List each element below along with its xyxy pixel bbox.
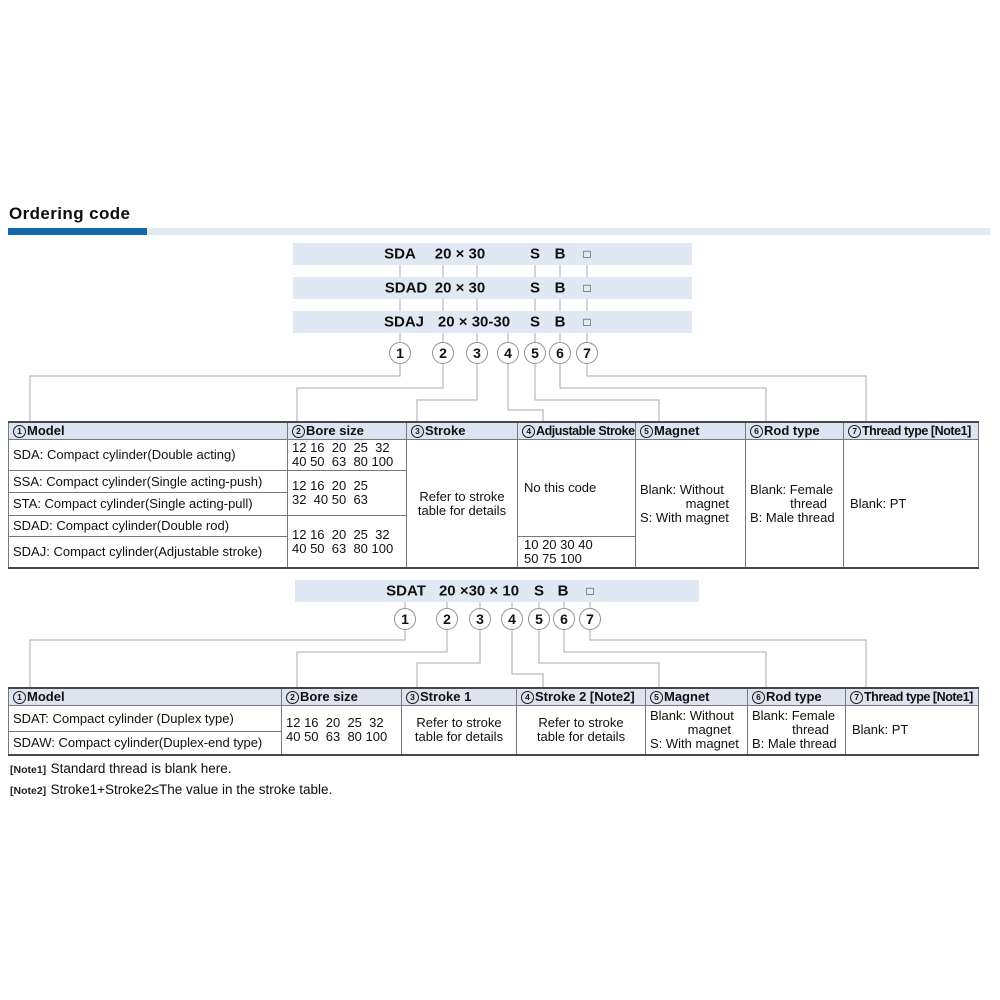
position2-circle-2: [436, 608, 458, 630]
bore-cell-ssa-sta: [288, 471, 407, 516]
circled-number-icon: 6: [750, 425, 763, 438]
stroke-line: table for details: [417, 502, 507, 518]
circle-digit: 1: [401, 611, 409, 627]
circle-digit: 2: [443, 611, 451, 627]
stroke-line: Refer to stroke: [538, 714, 624, 730]
rod-type-cell: [748, 706, 846, 755]
code-segment-rod: B: [554, 245, 566, 263]
header-bore-size: [282, 688, 402, 706]
header-label: Thread type [Note1]: [862, 424, 971, 438]
magnet-line: magnet: [685, 495, 729, 511]
circled-number-icon: 5: [640, 425, 653, 438]
table-row: [9, 706, 979, 732]
circle-digit: 5: [531, 345, 539, 361]
header-model: [9, 422, 288, 440]
code-segment-model: SDAT: [386, 582, 426, 600]
table-row: [9, 440, 979, 471]
code-segment-bore-stroke: 20 × 30: [434, 245, 486, 263]
position-circle-7: [576, 342, 598, 364]
header-stroke: [407, 422, 518, 440]
header-stroke-1: [402, 688, 517, 706]
code-bar-sdad: [293, 277, 692, 299]
ordering-table-2: [8, 687, 979, 756]
header-label: Thread type [Note1]: [864, 690, 973, 704]
ordering-table-1: [8, 421, 979, 569]
circle-digit: 4: [504, 345, 512, 361]
model-cell-sda: SDA: Compact cylinder(Double acting): [9, 440, 288, 471]
note-1: [10, 760, 232, 778]
code-segment-model: SDAD: [384, 279, 428, 297]
circled-number-icon: 6: [752, 691, 765, 704]
stub-lines-gap3: [400, 333, 587, 342]
note-text: Stroke1+Stroke2≤The value in the stroke table.: [50, 782, 333, 797]
stroke2-cell: [517, 706, 646, 755]
circled-number-icon: 2: [292, 425, 305, 438]
circle-digit: 4: [508, 611, 516, 627]
adjustable-stroke-values-cell: [518, 537, 636, 569]
code-segment-magnet: S: [529, 279, 541, 297]
fan2-line-7: [590, 630, 866, 687]
stroke-cell: [407, 440, 518, 569]
position-circle-4: [497, 342, 519, 364]
bore-cell-sda: [288, 440, 407, 471]
position-circle-2: [432, 342, 454, 364]
code-segment-magnet: S: [529, 245, 541, 263]
header-label: Magnet: [654, 423, 700, 438]
rod-line: Blank: Female: [752, 707, 836, 723]
magnet-line: Blank: Without: [640, 481, 724, 497]
header-stroke-2: [517, 688, 646, 706]
circled-number-icon: 2: [286, 691, 299, 704]
rod-line: thread: [792, 721, 829, 737]
position-circle-3: [466, 342, 488, 364]
position2-circle-1: [394, 608, 416, 630]
code-segment-rod: B: [554, 313, 566, 331]
code-segment-model: SDAJ: [383, 313, 425, 331]
magnet-cell: [636, 440, 746, 569]
circle-digit: 6: [560, 611, 568, 627]
header-magnet: [646, 688, 748, 706]
circle-digit: 3: [473, 345, 481, 361]
code-bar-sdat: [295, 580, 699, 602]
circled-number-icon: 7: [850, 691, 863, 704]
code-segment-magnet: S: [533, 582, 545, 600]
fan2-line-6: [564, 630, 766, 687]
position2-circle-5: [528, 608, 550, 630]
position-circle-1: [389, 342, 411, 364]
rod-line: thread: [790, 495, 827, 511]
circled-number-icon: 7: [848, 425, 861, 438]
circled-number-icon: 4: [521, 691, 534, 704]
header-label: Adjustable Stroke: [536, 424, 635, 438]
model-cell-sdad: SDAD: Compact cylinder(Double rod): [9, 516, 288, 537]
stub-lines-gap1: [400, 265, 587, 277]
header-label: Stroke: [425, 423, 466, 438]
header-magnet: [636, 422, 746, 440]
header-thread-type: [846, 688, 979, 706]
model-cell-sta: STA: Compact cylinder(Single acting-pull): [9, 493, 288, 516]
fan-line-2: [297, 364, 443, 421]
bore-line: 40 50 63 80 100: [292, 540, 394, 556]
circled-number-icon: 4: [522, 425, 535, 438]
adjustable-values-line: 50 75 100: [524, 551, 582, 566]
code-segment-thread-box: □: [583, 247, 591, 261]
adjustable-values-line: 10 20 30 40: [524, 537, 593, 552]
circled-number-icon: 3: [411, 425, 424, 438]
code-segment-rod: B: [554, 279, 566, 297]
header-rod-type: [746, 422, 844, 440]
magnet-line: magnet: [687, 721, 731, 737]
fan-line-1: [30, 364, 400, 421]
position-circle-5: [524, 342, 546, 364]
rod-line: B: Male thread: [750, 509, 835, 525]
header-thread-type: [844, 422, 979, 440]
code-segment-model: SDA: [384, 245, 416, 263]
magnet-cell: [646, 706, 748, 755]
code-segment-thread-box: □: [586, 584, 594, 598]
fan2-line-1: [30, 630, 405, 687]
circled-number-icon: 5: [650, 691, 663, 704]
bore-line: 32 40 50 63: [292, 492, 368, 507]
magnet-line: S: With magnet: [650, 735, 739, 751]
bore-cell-sdad-sdaj: [288, 516, 407, 569]
header-model: [9, 688, 282, 706]
header-label: Stroke 1: [420, 689, 472, 704]
circle-digit: 2: [439, 345, 447, 361]
fan2-line-5: [539, 630, 659, 687]
code-segment-bore-stroke: 20 × 30-30: [437, 313, 511, 331]
title-rule: [8, 228, 990, 235]
code-segment-bore-stroke: 20 ×30 × 10: [438, 582, 520, 600]
fan-line-4: [508, 364, 543, 421]
circled-number-icon: 3: [406, 691, 419, 704]
note-tag: [Note2]: [10, 785, 47, 797]
header-label: Magnet: [664, 689, 710, 704]
bore-line: 12 16 20 25: [292, 478, 368, 493]
bore-line: 40 50 63 80 100: [286, 728, 388, 744]
circled-number-icon: 1: [13, 691, 26, 704]
fan-line-7: [587, 364, 866, 421]
bore-line: 12 16 20 25 32: [292, 440, 390, 455]
fan-line-5: [535, 364, 659, 421]
stroke-line: Refer to stroke: [419, 488, 505, 504]
rod-line: B: Male thread: [752, 735, 837, 751]
header-label: Model: [27, 423, 65, 438]
thread-type-cell: Blank: PT: [846, 706, 979, 755]
magnet-line: Blank: Without: [650, 707, 734, 723]
thread-type-cell: Blank: PT: [844, 440, 979, 569]
model-cell-ssa: SSA: Compact cylinder(Single acting-push): [9, 471, 288, 493]
magnet-line: S: With magnet: [640, 509, 729, 525]
fan2-line-3: [417, 630, 480, 687]
fan-line-3: [417, 364, 477, 421]
note-text: Standard thread is blank here.: [50, 761, 232, 776]
header-label: Rod type: [766, 689, 822, 704]
header-label: Bore size: [306, 423, 364, 438]
position-circle-6: [549, 342, 571, 364]
bore-line: 12 16 20 25 32: [286, 714, 384, 730]
model-cell-sdaw: SDAW: Compact cylinder(Duplex-end type): [9, 732, 282, 755]
circle-digit: 7: [586, 611, 594, 627]
header-rod-type: [748, 688, 846, 706]
note-2: [10, 781, 332, 799]
header-label: Stroke 2 [Note2]: [535, 689, 635, 704]
stroke1-cell: [402, 706, 517, 755]
note-tag: [Note1]: [10, 764, 47, 776]
header-label: Bore size: [300, 689, 358, 704]
position2-circle-4: [501, 608, 523, 630]
header-adjustable-stroke: [518, 422, 636, 440]
title-rule-accent: [8, 228, 147, 235]
code-segment-thread-box: □: [583, 315, 591, 329]
circle-digit: 3: [476, 611, 484, 627]
code-bar-sda: [293, 243, 692, 265]
fan2-line-4: [512, 630, 543, 687]
circle-digit: 1: [396, 345, 404, 361]
circle-digit: 7: [583, 345, 591, 361]
fan-line-6: [560, 364, 766, 421]
page-title: Ordering code: [9, 204, 131, 223]
code-segment-magnet: S: [529, 313, 541, 331]
bore-cell: [282, 706, 402, 755]
circle-digit: 5: [535, 611, 543, 627]
code-bar-sdaj: [293, 311, 692, 333]
stroke-line: Refer to stroke: [416, 714, 502, 730]
bore-line: 12 16 20 25 32: [292, 526, 390, 542]
header-label: Model: [27, 689, 65, 704]
code-segment-rod: B: [557, 582, 569, 600]
table1-header-row: [9, 422, 979, 440]
rod-line: Blank: Female: [750, 481, 834, 497]
header-bore-size: [288, 422, 407, 440]
fan2-line-2: [297, 630, 447, 687]
bore-line: 40 50 63 80 100: [292, 454, 394, 469]
code-segment-thread-box: □: [583, 281, 591, 295]
stroke-line: table for details: [414, 728, 504, 744]
position2-circle-3: [469, 608, 491, 630]
model-cell-sdat: SDAT: Compact cylinder (Duplex type): [9, 706, 282, 732]
code-segment-bore-stroke: 20 × 30: [434, 279, 486, 297]
rod-type-cell: [746, 440, 844, 569]
circled-number-icon: 1: [13, 425, 26, 438]
stroke-line: table for details: [536, 728, 626, 744]
position2-circle-7: [579, 608, 601, 630]
position2-circle-6: [553, 608, 575, 630]
stub-lines-gap2: [400, 299, 587, 311]
circle-digit: 6: [556, 345, 564, 361]
header-label: Rod type: [764, 423, 820, 438]
model-cell-sdaj: SDAJ: Compact cylinder(Adjustable stroke): [9, 537, 288, 569]
adjustable-stroke-none-cell: No this code: [518, 440, 636, 537]
table2-header-row: [9, 688, 979, 706]
